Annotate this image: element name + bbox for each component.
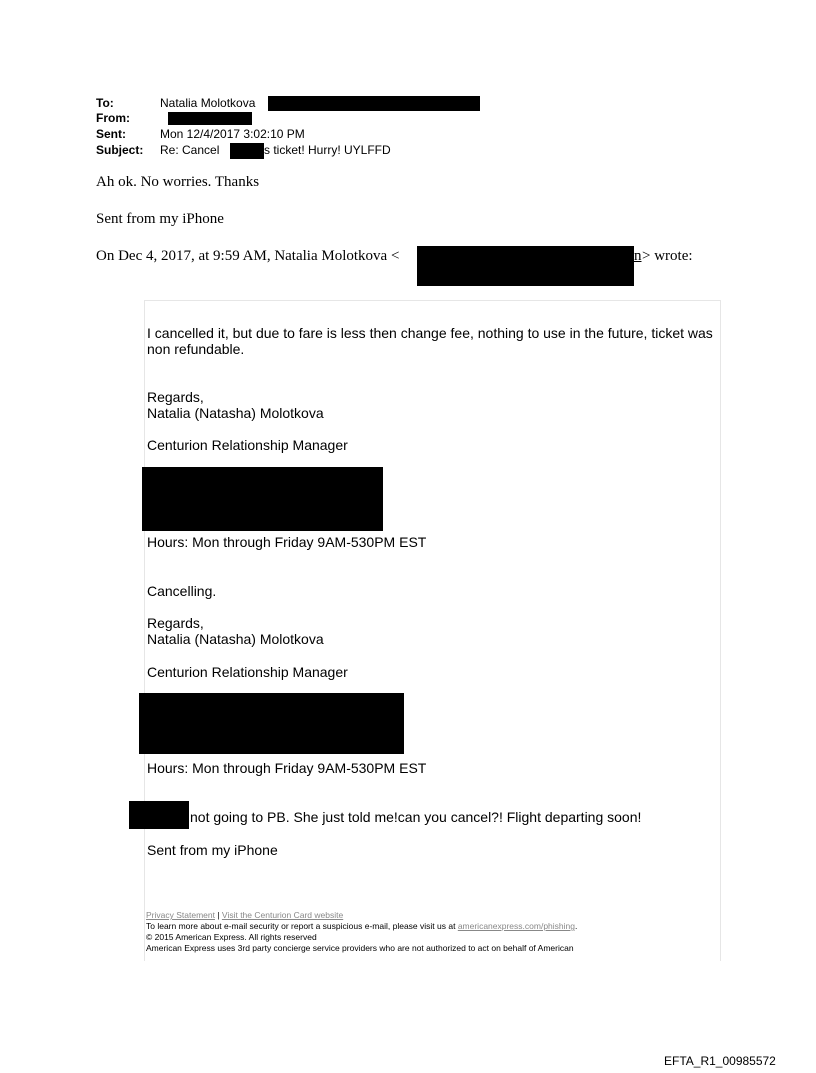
- regards-text: Regards,: [147, 615, 204, 631]
- reply-signature: Sent from my iPhone: [96, 211, 224, 227]
- original-signature: Sent from my iPhone: [147, 842, 278, 858]
- footer-separator: |: [214, 910, 222, 920]
- from-label: From:: [96, 111, 130, 125]
- sent-label: Sent:: [96, 127, 126, 141]
- footer-links: [146, 910, 343, 920]
- redaction-box: [139, 693, 404, 754]
- to-label: To:: [96, 96, 114, 110]
- footer-copyright: © 2015 American Express. All rights reserved: [146, 932, 317, 942]
- redaction-box: [142, 467, 383, 531]
- quote-intro: On Dec 4, 2017, at 9:59 AM, Natalia Molotkova <: [96, 248, 400, 264]
- redaction-box: [168, 112, 252, 125]
- redaction-box: [268, 96, 480, 111]
- subject-prefix: Re: Cancel: [160, 143, 220, 157]
- signature-title: Centurion Relationship Manager: [147, 437, 348, 453]
- redaction-box: [230, 143, 264, 159]
- phishing-link[interactable]: americanexpress.com/phishing: [457, 921, 575, 931]
- centurion-website-link[interactable]: Visit the Centurion Card website: [221, 910, 344, 920]
- subject-label: Subject:: [96, 143, 144, 157]
- quote-intro-end: > wrote:: [642, 248, 693, 264]
- signature-hours: Hours: Mon through Friday 9AM-530PM EST: [147, 760, 427, 776]
- privacy-statement-link[interactable]: Privacy Statement: [146, 910, 215, 920]
- regards-text: Regards,: [147, 389, 204, 405]
- quote-intro-char: n: [634, 248, 642, 264]
- signature-title: Centurion Relationship Manager: [147, 664, 348, 680]
- reply-line: Ah ok. No worries. Thanks: [96, 174, 260, 190]
- security-text: To learn more about e-mail security or report a suspicious e-mail, please visit us at: [146, 921, 458, 931]
- cancelling-text: Cancelling.: [147, 583, 217, 599]
- quoted-paragraph-line1: I cancelled it, but due to fare is less then change fee, nothing to use in the future, ticket was: [147, 325, 713, 341]
- signature-name: Natalia (Natasha) Molotkova: [147, 405, 324, 421]
- signature-hours: Hours: Mon through Friday 9AM-530PM EST: [147, 534, 427, 550]
- redaction-box: [417, 246, 634, 286]
- redaction-box: [129, 801, 189, 829]
- to-value: Natalia Molotkova: [160, 96, 256, 110]
- original-message: not going to PB. She just told me!can you cancel?! Flight departing soon!: [190, 809, 642, 825]
- signature-name: Natalia (Natasha) Molotkova: [147, 631, 324, 647]
- footer-disclaimer: American Express uses 3rd party concierge service providers who are not authorized to act on behalf of American: [146, 943, 574, 953]
- quoted-paragraph-line2: non refundable.: [147, 341, 245, 357]
- document-id: EFTA_R1_00985572: [664, 1054, 776, 1068]
- subject-suffix: s ticket! Hurry! UYLFFD: [264, 143, 391, 157]
- security-end: .: [574, 921, 578, 931]
- sent-value: Mon 12/4/2017 3:02:10 PM: [160, 127, 305, 141]
- footer-security-line: [146, 921, 577, 931]
